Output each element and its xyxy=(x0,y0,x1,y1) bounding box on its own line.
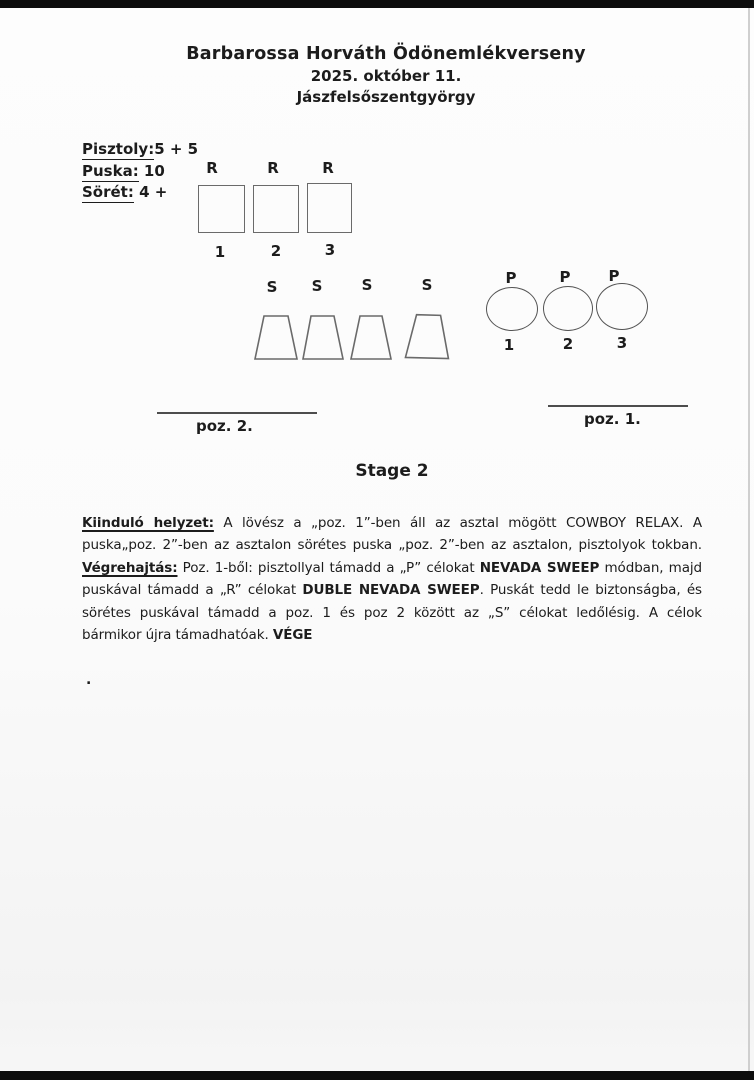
shotgun-target-2 xyxy=(301,314,345,361)
pistol-target-circle-3 xyxy=(596,283,648,330)
shotgun-target-3 xyxy=(349,314,393,361)
rifle-target-number-3: 3 xyxy=(324,241,336,259)
rifle-target-number-1: 1 xyxy=(214,243,226,261)
document-title: Barbarossa Horváth Ödönemlékverseny xyxy=(186,44,586,64)
rifle-target-square-2 xyxy=(253,185,299,233)
pistol-target-number-2: 2 xyxy=(562,335,574,353)
pistol-target-letter-2: P xyxy=(559,268,571,286)
pistol-target-number-3: 3 xyxy=(616,334,628,352)
stage-line: puskával támadd a „R” célokat DUBLE NEVADA SWEEP. Puskát tedd le biztonságba, és xyxy=(82,582,702,599)
rifle-target-square-3 xyxy=(307,183,352,233)
shotgun-target-letter-1: S xyxy=(266,278,278,296)
position-1-label: poz. 1. xyxy=(584,410,641,428)
stage-description xyxy=(82,512,702,646)
ammo-item-puska xyxy=(82,161,198,183)
scan-right-edge xyxy=(748,8,750,1071)
ammo-label: Sörét: xyxy=(82,183,134,201)
position-1-line xyxy=(548,405,688,407)
stage-line: Kiinduló helyzet: A lövész a „poz. 1”-ben áll az asztal mögött COWBOY RELAX. A xyxy=(82,515,702,531)
stage-line: bármikor újra támadhatóak. VÉGE xyxy=(82,627,313,644)
pistol-target-circle-1 xyxy=(486,287,538,331)
shotgun-target-1 xyxy=(253,314,299,361)
stage-line: puska„poz. 2”-ben az asztalon sörétes puska „poz. 2”-ben az asztalon, pisztolyok tokban. xyxy=(82,537,702,554)
scan-bottom-edge xyxy=(0,1071,754,1080)
shotgun-target-letter-3: S xyxy=(361,276,373,294)
pistol-target-number-1: 1 xyxy=(503,336,515,354)
rifle-target-square-1 xyxy=(198,185,245,233)
shotgun-target-letter-4: S xyxy=(421,276,433,294)
document-header xyxy=(9,42,754,108)
pistol-target-letter-3: P xyxy=(608,267,620,285)
ammo-item-pisztoly xyxy=(82,139,198,161)
document-location: Jászfelsőszentgyörgy xyxy=(296,88,476,106)
ammo-value: 10 xyxy=(138,161,165,180)
ammo-value: 5 + 5 xyxy=(154,140,199,158)
pistol-target-letter-1: P xyxy=(505,269,517,287)
position-2-line xyxy=(157,412,317,414)
stage-line: sörétes puskával támadd a poz. 1 és poz 2 között az „S” célokat ledőlésig. A célok xyxy=(82,604,702,621)
scan-top-edge xyxy=(0,0,754,8)
ammo-item-soret xyxy=(82,182,198,204)
stage-heading: Stage 2 xyxy=(355,461,429,481)
rifle-target-number-2: 2 xyxy=(270,242,282,260)
rifle-target-letter-2: R xyxy=(267,159,279,177)
pistol-target-circle-2 xyxy=(543,286,593,331)
rifle-target-letter-1: R xyxy=(206,159,218,177)
ammo-label: Puska: xyxy=(82,161,139,180)
stray-mark: . xyxy=(86,672,92,688)
shotgun-target-4 xyxy=(402,312,451,360)
ammo-list xyxy=(82,139,198,204)
ammo-label: Pisztoly: xyxy=(82,140,155,158)
document-date: 2025. október 11. xyxy=(310,67,462,85)
stage-line: Végrehajtás: Poz. 1-ből: pisztollyal támadd a „P” célokat NEVADA SWEEP módban, majd xyxy=(82,559,703,576)
rifle-target-letter-3: R xyxy=(322,159,334,177)
ammo-value: 4 + xyxy=(133,183,168,201)
shotgun-target-letter-2: S xyxy=(311,277,323,295)
position-2-label: poz. 2. xyxy=(196,417,253,435)
